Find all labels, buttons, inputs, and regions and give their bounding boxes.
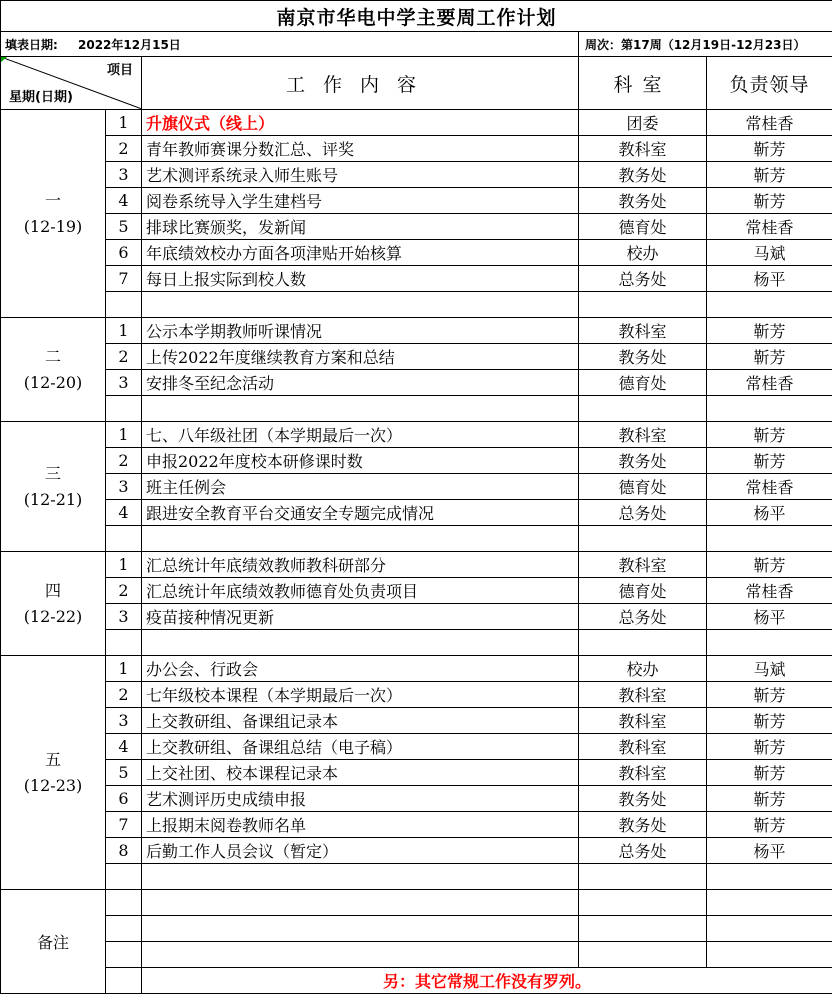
empty-cell [142, 890, 579, 916]
dept-name: 德育处 [579, 370, 707, 396]
empty-cell [579, 526, 707, 552]
task-text: 艺术测评历史成绩申报 [142, 786, 579, 812]
dept-name: 团委 [579, 110, 707, 136]
empty-cell [142, 526, 579, 552]
task-text: 办公会、行政会 [142, 656, 579, 682]
leader-name: 靳芳 [707, 812, 832, 838]
dept-name: 总务处 [579, 500, 707, 526]
item-number: 7 [106, 266, 142, 292]
dept-name: 教科室 [579, 318, 707, 344]
leader-name: 靳芳 [707, 682, 832, 708]
item-number: 6 [106, 240, 142, 266]
dept-name: 教务处 [579, 448, 707, 474]
item-number: 4 [106, 734, 142, 760]
notes-row [1, 890, 832, 916]
table-row [1, 552, 832, 578]
dept-name: 教务处 [579, 344, 707, 370]
task-text: 阅卷系统导入学生建档号 [142, 188, 579, 214]
dept-name: 总务处 [579, 604, 707, 630]
empty-cell [106, 526, 142, 552]
leader-name: 常桂香 [707, 110, 832, 136]
empty-cell [579, 916, 707, 942]
empty-cell [142, 916, 579, 942]
dept-name: 教科室 [579, 760, 707, 786]
table-row [1, 708, 832, 734]
item-number: 7 [106, 812, 142, 838]
table-row [1, 786, 832, 812]
day-cell [1, 422, 106, 552]
leader-name: 杨平 [707, 604, 832, 630]
day-name: 五 [1, 747, 105, 773]
table-row [1, 266, 832, 292]
fill-date-value: 2022年12月15日 [78, 38, 181, 52]
notes-row [1, 916, 832, 942]
day-name: 一 [1, 188, 105, 214]
empty-cell [142, 630, 579, 656]
header-leader: 负责领导 [707, 57, 832, 110]
item-number: 6 [106, 786, 142, 812]
leader-name: 常桂香 [707, 214, 832, 240]
header-corner [1, 57, 142, 110]
dept-name: 德育处 [579, 578, 707, 604]
empty-row [1, 630, 832, 656]
task-text: 上交教研组、备课组总结（电子稿） [142, 734, 579, 760]
empty-cell [106, 942, 142, 968]
empty-cell [142, 292, 579, 318]
empty-cell [579, 890, 707, 916]
task-text: 跟进安全教育平台交通安全专题完成情况 [142, 500, 579, 526]
leader-name: 靳芳 [707, 318, 832, 344]
table-row [1, 760, 832, 786]
task-text: 每日上报实际到校人数 [142, 266, 579, 292]
task-text: 汇总统计年底绩效教师德育处负责项目 [142, 578, 579, 604]
dept-name: 教务处 [579, 162, 707, 188]
item-number: 5 [106, 760, 142, 786]
table-row [1, 136, 832, 162]
task-text: 班主任例会 [142, 474, 579, 500]
dept-name: 校办 [579, 656, 707, 682]
dept-name: 总务处 [579, 266, 707, 292]
dept-name: 教科室 [579, 734, 707, 760]
empty-cell [707, 942, 832, 968]
day-name: 二 [1, 344, 105, 370]
table-row [1, 838, 832, 864]
dept-name: 校办 [579, 240, 707, 266]
empty-cell [707, 630, 832, 656]
leader-name: 靳芳 [707, 422, 832, 448]
empty-cell [579, 292, 707, 318]
task-text: 上交社团、校本课程记录本 [142, 760, 579, 786]
leader-name: 靳芳 [707, 552, 832, 578]
item-number: 5 [106, 214, 142, 240]
empty-cell [707, 292, 832, 318]
dept-name: 教科室 [579, 682, 707, 708]
empty-cell [579, 864, 707, 890]
empty-cell [142, 864, 579, 890]
table-row [1, 318, 832, 344]
day-cell [1, 656, 106, 890]
empty-cell [106, 864, 142, 890]
task-text: 七年级校本课程（本学期最后一次） [142, 682, 579, 708]
table-row [1, 656, 832, 682]
dept-name: 教科室 [579, 136, 707, 162]
item-number: 3 [106, 162, 142, 188]
dept-name: 教务处 [579, 812, 707, 838]
table-row [1, 214, 832, 240]
empty-cell [142, 396, 579, 422]
day-cell [1, 552, 106, 656]
item-number: 2 [106, 344, 142, 370]
item-number: 2 [106, 136, 142, 162]
empty-cell [707, 890, 832, 916]
table-row [1, 500, 832, 526]
leader-name: 常桂香 [707, 578, 832, 604]
day-date: (12-23) [1, 773, 105, 799]
day-date: (12-22) [1, 604, 105, 630]
leader-name: 靳芳 [707, 786, 832, 812]
table-row [1, 422, 832, 448]
item-number: 1 [106, 318, 142, 344]
leader-name: 靳芳 [707, 708, 832, 734]
day-name: 四 [1, 578, 105, 604]
task-text: 艺术测评系统录入师生账号 [142, 162, 579, 188]
dept-name: 教务处 [579, 188, 707, 214]
task-text: 上交教研组、备课组记录本 [142, 708, 579, 734]
table-row [1, 812, 832, 838]
item-number: 1 [106, 552, 142, 578]
task-text: 年底绩效校办方面各项津贴开始核算 [142, 240, 579, 266]
task-text: 升旗仪式（线上） [142, 110, 579, 136]
empty-row [1, 864, 832, 890]
header-content: 工作内容 [142, 57, 579, 110]
task-text: 安排冬至纪念活动 [142, 370, 579, 396]
table-row [1, 162, 832, 188]
item-number: 3 [106, 474, 142, 500]
empty-cell [106, 292, 142, 318]
empty-cell [579, 942, 707, 968]
empty-row [1, 526, 832, 552]
table-row [1, 188, 832, 214]
day-cell [1, 110, 106, 318]
table-row [1, 448, 832, 474]
empty-cell [579, 630, 707, 656]
empty-cell [707, 526, 832, 552]
leader-name: 马斌 [707, 656, 832, 682]
empty-cell [142, 942, 579, 968]
task-text: 七、八年级社团（本学期最后一次） [142, 422, 579, 448]
header-day-label: 星期(日期) [9, 86, 73, 105]
notes-row [1, 942, 832, 968]
table-row [1, 578, 832, 604]
leader-name: 靳芳 [707, 344, 832, 370]
day-cell [1, 318, 106, 422]
table-row [1, 604, 832, 630]
header-item-label: 项目 [107, 59, 133, 78]
empty-cell [106, 916, 142, 942]
task-text: 青年教师赛课分数汇总、评奖 [142, 136, 579, 162]
task-text: 后勤工作人员会议（暂定） [142, 838, 579, 864]
empty-cell [707, 396, 832, 422]
table-row [1, 110, 832, 136]
leader-name: 杨平 [707, 500, 832, 526]
item-number: 1 [106, 110, 142, 136]
day-name: 三 [1, 461, 105, 487]
task-text: 排球比赛颁奖，发新闻 [142, 214, 579, 240]
empty-row [1, 292, 832, 318]
empty-cell [106, 396, 142, 422]
table-row [1, 344, 832, 370]
empty-cell [707, 864, 832, 890]
dept-name: 总务处 [579, 838, 707, 864]
table-row [1, 240, 832, 266]
dept-name: 教务处 [579, 786, 707, 812]
task-text: 公示本学期教师听课情况 [142, 318, 579, 344]
empty-cell [106, 630, 142, 656]
dept-name: 德育处 [579, 214, 707, 240]
empty-row [1, 396, 832, 422]
leader-name: 马斌 [707, 240, 832, 266]
item-number: 8 [106, 838, 142, 864]
item-number: 3 [106, 604, 142, 630]
dept-name: 教科室 [579, 552, 707, 578]
fill-date-label: 填表日期: [5, 38, 58, 52]
table-row [1, 734, 832, 760]
item-number: 1 [106, 656, 142, 682]
item-number: 2 [106, 682, 142, 708]
leader-name: 杨平 [707, 838, 832, 864]
empty-cell [707, 916, 832, 942]
empty-cell [579, 396, 707, 422]
table-row [1, 474, 832, 500]
week-info: 周次：第17周（12月19日-12月23日） [579, 32, 832, 57]
table-row [1, 682, 832, 708]
leader-name: 靳芳 [707, 136, 832, 162]
leader-name: 靳芳 [707, 734, 832, 760]
item-number: 3 [106, 708, 142, 734]
fill-date [1, 32, 579, 57]
empty-cell [106, 890, 142, 916]
leader-name: 靳芳 [707, 760, 832, 786]
leader-name: 常桂香 [707, 474, 832, 500]
day-date: (12-20) [1, 370, 105, 396]
item-number: 2 [106, 578, 142, 604]
page-title: 南京市华电中学主要周工作计划 [1, 1, 832, 32]
task-text: 汇总统计年底绩效教师教科研部分 [142, 552, 579, 578]
header-dept: 科室 [579, 57, 707, 110]
notes-label: 备注 [1, 890, 106, 994]
task-text: 上传2022年度继续教育方案和总结 [142, 344, 579, 370]
dept-name: 德育处 [579, 474, 707, 500]
table-row [1, 370, 832, 396]
day-date: (12-19) [1, 214, 105, 240]
day-date: (12-21) [1, 487, 105, 513]
dept-name: 教科室 [579, 708, 707, 734]
task-text: 申报2022年度校本研修课时数 [142, 448, 579, 474]
task-text: 疫苗接种情况更新 [142, 604, 579, 630]
task-text: 上报期末阅卷教师名单 [142, 812, 579, 838]
item-number: 2 [106, 448, 142, 474]
item-number: 1 [106, 422, 142, 448]
leader-name: 常桂香 [707, 370, 832, 396]
item-number: 4 [106, 500, 142, 526]
leader-name: 靳芳 [707, 188, 832, 214]
leader-name: 靳芳 [707, 448, 832, 474]
item-number: 3 [106, 370, 142, 396]
item-number: 4 [106, 188, 142, 214]
leader-name: 靳芳 [707, 162, 832, 188]
leader-name: 杨平 [707, 266, 832, 292]
dept-name: 教科室 [579, 422, 707, 448]
footer-note: 另：其它常规工作没有罗列。 [142, 968, 832, 994]
